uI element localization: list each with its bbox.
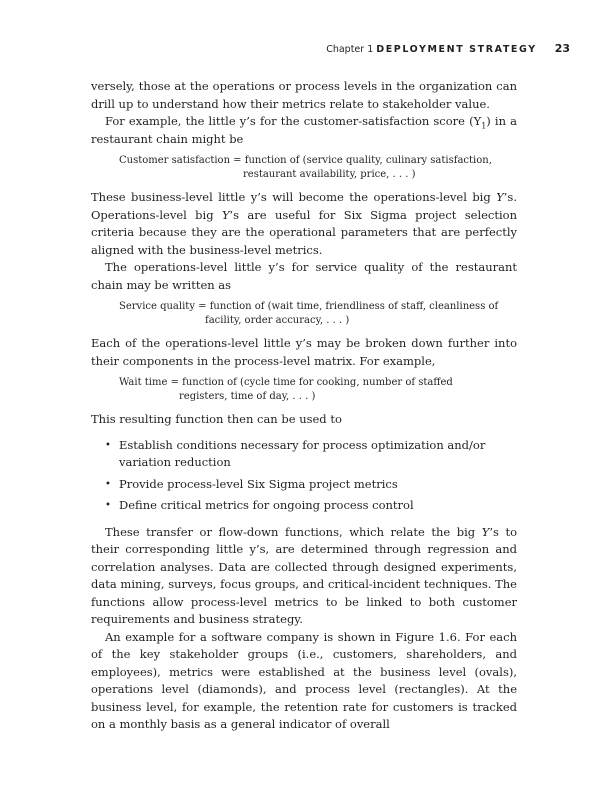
formula-customer-satisfaction bbox=[119, 154, 517, 182]
bullet-icon: • bbox=[105, 439, 111, 451]
formula-line: Customer satisfaction = function of (service quality, culinary satisfaction, bbox=[119, 155, 492, 166]
text-run: These business-level little y’s will become the operations-level big bbox=[91, 190, 497, 204]
paragraph-transfer-functions bbox=[91, 524, 517, 629]
text-run: These transfer or flow-down functions, which relate the big bbox=[105, 524, 482, 539]
paragraph-process-level-intro: Each of the operations-level little y’s may be broken down further into their components in the process-level matrix. For example, bbox=[91, 336, 517, 368]
page-number: 23 bbox=[554, 42, 570, 55]
paragraph-continued: versely, those at the operations or process levels in the organization can drill up to understand how their metrics relate to stakeholder value. bbox=[91, 79, 517, 111]
paragraph-resulting-function: This resulting function then can be used to bbox=[91, 412, 342, 426]
paragraph-business-level bbox=[91, 189, 517, 259]
text-run: Y bbox=[221, 207, 230, 222]
formula-line: Wait time = function of (cycle time for cooking, number of staffed bbox=[119, 377, 453, 388]
chapter-label: Chapter 1 bbox=[326, 44, 374, 55]
text-run: ’s to their corresponding little y’s, are determined through regression and correlation analyses. Data are collected through designed experiments, data mining, surveys, focus groups, and critical-incident techniques. The functions allow process-level metrics to be linked to both customer requirements and business strategy. bbox=[91, 524, 517, 626]
bullet-icon: • bbox=[105, 478, 111, 490]
list-item-text: Establish conditions necessary for process optimization and/or variation reduction bbox=[119, 437, 486, 469]
text-run: ’s are useful for Six Sigma project selection criteria because they are the operational parameters that are perfectly aligned with the business-level metrics. bbox=[91, 207, 518, 257]
formula-service-quality bbox=[119, 300, 517, 328]
paragraph-software-example: An example for a software company is shown in Figure 1.6. For each of the key stakeholder groups (i.e., customers, shareholders, and employees), metrics were established at the business level (ovals), operations level (diamonds), and process level (rectangles). At the business level, for example, the retention rate for customers is tracked on a monthly basis as a general indicator of overall bbox=[91, 629, 517, 731]
list-item-text: Define critical metrics for ongoing process control bbox=[119, 498, 414, 512]
text-run: Y bbox=[496, 190, 504, 204]
list-item-text: Provide process-level Six Sigma project metrics bbox=[119, 476, 398, 491]
text-run: Y bbox=[481, 524, 490, 539]
bullet-list bbox=[91, 437, 517, 515]
formula-line: Service quality = function of (wait time, friendliness of staff, cleanliness of bbox=[119, 301, 499, 312]
text-run: ) in a restaurant chain might be bbox=[91, 114, 517, 146]
paragraph-customer-satisfaction-intro bbox=[91, 113, 517, 148]
formula-line: facility, order accuracy, . . . ) bbox=[205, 315, 350, 326]
bullet-icon: • bbox=[105, 500, 111, 511]
formula-wait-time bbox=[119, 376, 517, 404]
text-run: ’s. Operations-level big bbox=[91, 190, 517, 222]
subscript: 1 bbox=[481, 121, 487, 131]
paragraph-service-quality-intro: The operations-level little y’s for service quality of the restaurant chain may be written as bbox=[91, 260, 517, 292]
running-head bbox=[326, 42, 570, 55]
list-item bbox=[105, 437, 517, 472]
list-item bbox=[105, 497, 517, 515]
chapter-title: DEPLOYMENT STRATEGY bbox=[376, 44, 537, 55]
body-text bbox=[91, 78, 517, 734]
formula-line: restaurant availability, price, . . . ) bbox=[243, 169, 416, 180]
list-item bbox=[105, 476, 517, 494]
formula-line: registers, time of day, . . . ) bbox=[179, 391, 316, 402]
text-run: For example, the little y’s for the customer-satisfaction score (Y bbox=[105, 114, 482, 128]
